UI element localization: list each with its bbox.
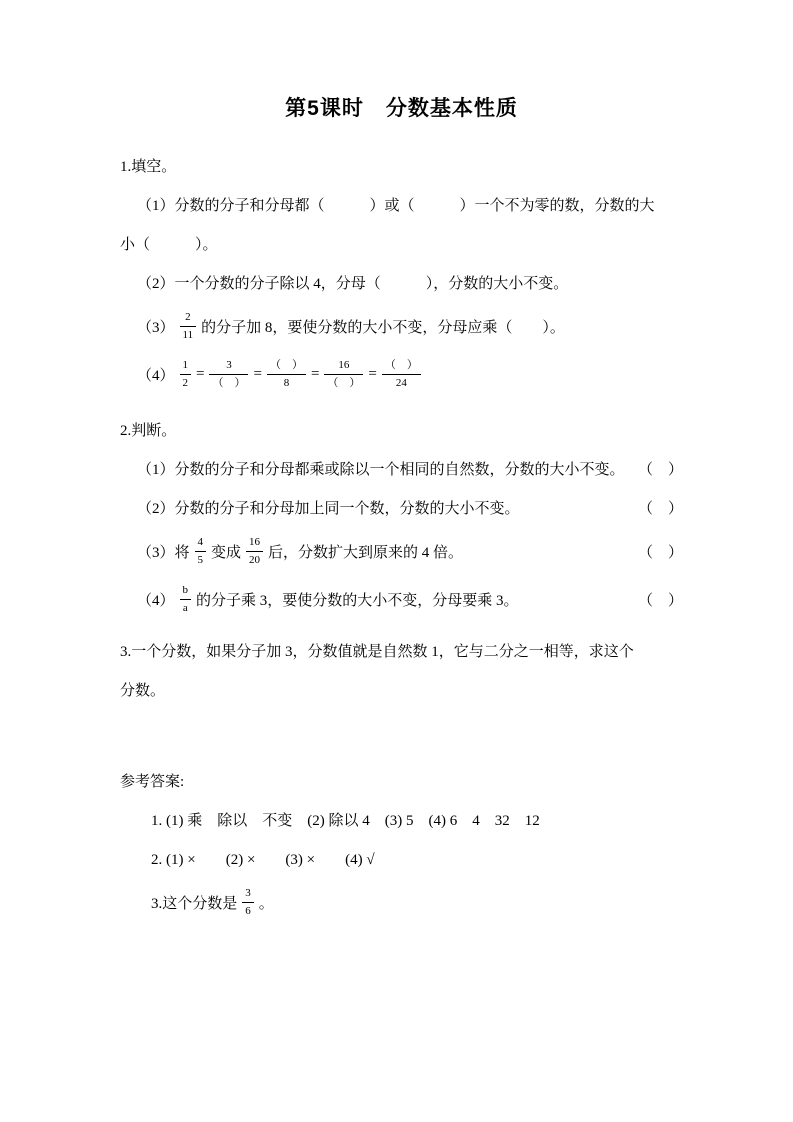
text-run: 。	[258, 895, 274, 912]
fraction-numerator: 4	[195, 534, 207, 552]
q3-line1	[120, 631, 683, 670]
q1-item4	[120, 350, 683, 398]
page-title: 第5课时 分数基本性质	[285, 97, 518, 120]
text-run: 变成	[211, 544, 242, 561]
section-fill-blanks	[120, 146, 683, 398]
text-run: 2. (1) × (2) × (3) × (4) √	[151, 852, 375, 868]
fraction	[246, 534, 263, 569]
fraction-numerator: b	[180, 582, 192, 600]
q1-item1-line2	[120, 224, 683, 263]
answers-lines	[120, 800, 683, 926]
fraction-denominator: 11	[182, 328, 194, 341]
fraction	[382, 357, 421, 392]
text-run: =	[310, 365, 320, 382]
answers-line1	[120, 800, 683, 839]
q1-item1-line1	[120, 185, 683, 224]
q2-lines	[120, 449, 683, 623]
q1-item3	[120, 302, 683, 350]
text-run: （2）分数的分子和分母加上同一个数，分数的大小不变。	[137, 501, 520, 517]
text-run: （4）	[137, 592, 175, 609]
text-run: 小（ ）。	[120, 237, 218, 253]
q3-lines	[120, 631, 683, 709]
fraction-numerator: 1	[180, 357, 192, 375]
text-run: （1）分数的分子和分母都乘或除以一个相同的自然数，分数的大小不变。	[137, 462, 625, 478]
q2-heading	[120, 410, 683, 449]
fraction-numerator: 16	[324, 357, 363, 375]
fraction-denominator: （ ）	[212, 376, 246, 389]
fraction-numerator: 2	[180, 309, 197, 327]
fraction-numerator: 3	[209, 357, 248, 375]
text-run: （1）分数的分子和分母都（ ）或（ ）一个不为零的数，分数的大	[137, 198, 655, 214]
fraction-numerator: （ ）	[267, 357, 306, 375]
fraction-denominator: （ ）	[327, 376, 361, 389]
fraction-denominator: a	[182, 601, 188, 614]
section-reference-answers	[120, 761, 683, 926]
text-run: 分数。	[120, 683, 166, 699]
text-run: 3.一个分数，如果分子加 3，分数值就是自然数 1，它与二分之一相等，求这个	[120, 644, 634, 660]
text-run: （4）	[137, 367, 175, 384]
q2-item1	[120, 449, 683, 488]
fraction	[324, 357, 363, 392]
fraction-denominator: 6	[245, 904, 251, 917]
answer-blank: （ ）	[637, 592, 683, 609]
text-run: 3.这个分数是	[151, 895, 238, 912]
answer-blank: （ ）	[637, 544, 683, 561]
answers-line2	[120, 839, 683, 878]
fraction	[195, 534, 207, 569]
fraction-numerator: （ ）	[382, 357, 421, 375]
fraction-numerator: 16	[246, 534, 263, 552]
answer-blank: （ ）	[637, 501, 683, 517]
heading-text: 2.判断。	[120, 423, 177, 439]
fraction	[242, 885, 254, 920]
answers-line3	[120, 878, 683, 926]
text-run: =	[196, 365, 205, 382]
q2-item2	[120, 488, 683, 527]
q3-line2	[120, 670, 683, 709]
fraction	[267, 357, 306, 392]
heading-text: 参考答案:	[120, 774, 185, 790]
heading-text: 1.填空。	[120, 159, 177, 175]
text-run: 1. (1) 乘 除以 不变 (2) 除以 4 (3) 5 (4) 6 4 32 12	[151, 813, 540, 829]
fraction-denominator: 8	[283, 376, 290, 389]
answers-heading	[120, 761, 683, 800]
text-run: （3）	[137, 319, 175, 336]
fraction-denominator: 24	[395, 376, 407, 389]
text-run: （2）一个分数的分子除以 4，分母（ ），分数的大小不变。	[137, 276, 569, 292]
q1-lines	[120, 185, 683, 398]
text-run: 的分子加 8，要使分数的大小不变，分母应乘（ ）。	[201, 319, 565, 336]
text-run: 后，分数扩大到原来的 4 倍。	[268, 544, 464, 561]
section-word-problem	[120, 631, 683, 709]
fraction	[180, 582, 192, 617]
q2-item3	[120, 527, 683, 575]
fraction-numerator: 3	[242, 885, 254, 903]
fraction-denominator: 5	[197, 553, 204, 566]
fraction	[209, 357, 248, 392]
fraction	[180, 357, 192, 392]
text-run: 的分子乘 3，要使分数的大小不变，分母要乘 3。	[196, 592, 519, 609]
section-judgments	[120, 410, 683, 623]
text-run: =	[253, 365, 262, 382]
fraction-denominator: 20	[249, 553, 261, 566]
q1-heading	[120, 146, 683, 185]
fraction-denominator: 2	[182, 376, 189, 389]
q2-item4	[120, 575, 683, 623]
fraction	[180, 309, 197, 344]
text-run: =	[368, 365, 377, 382]
answer-blank: （ ）	[637, 462, 683, 478]
text-run: （3）将	[137, 544, 190, 561]
q1-item2	[120, 263, 683, 302]
